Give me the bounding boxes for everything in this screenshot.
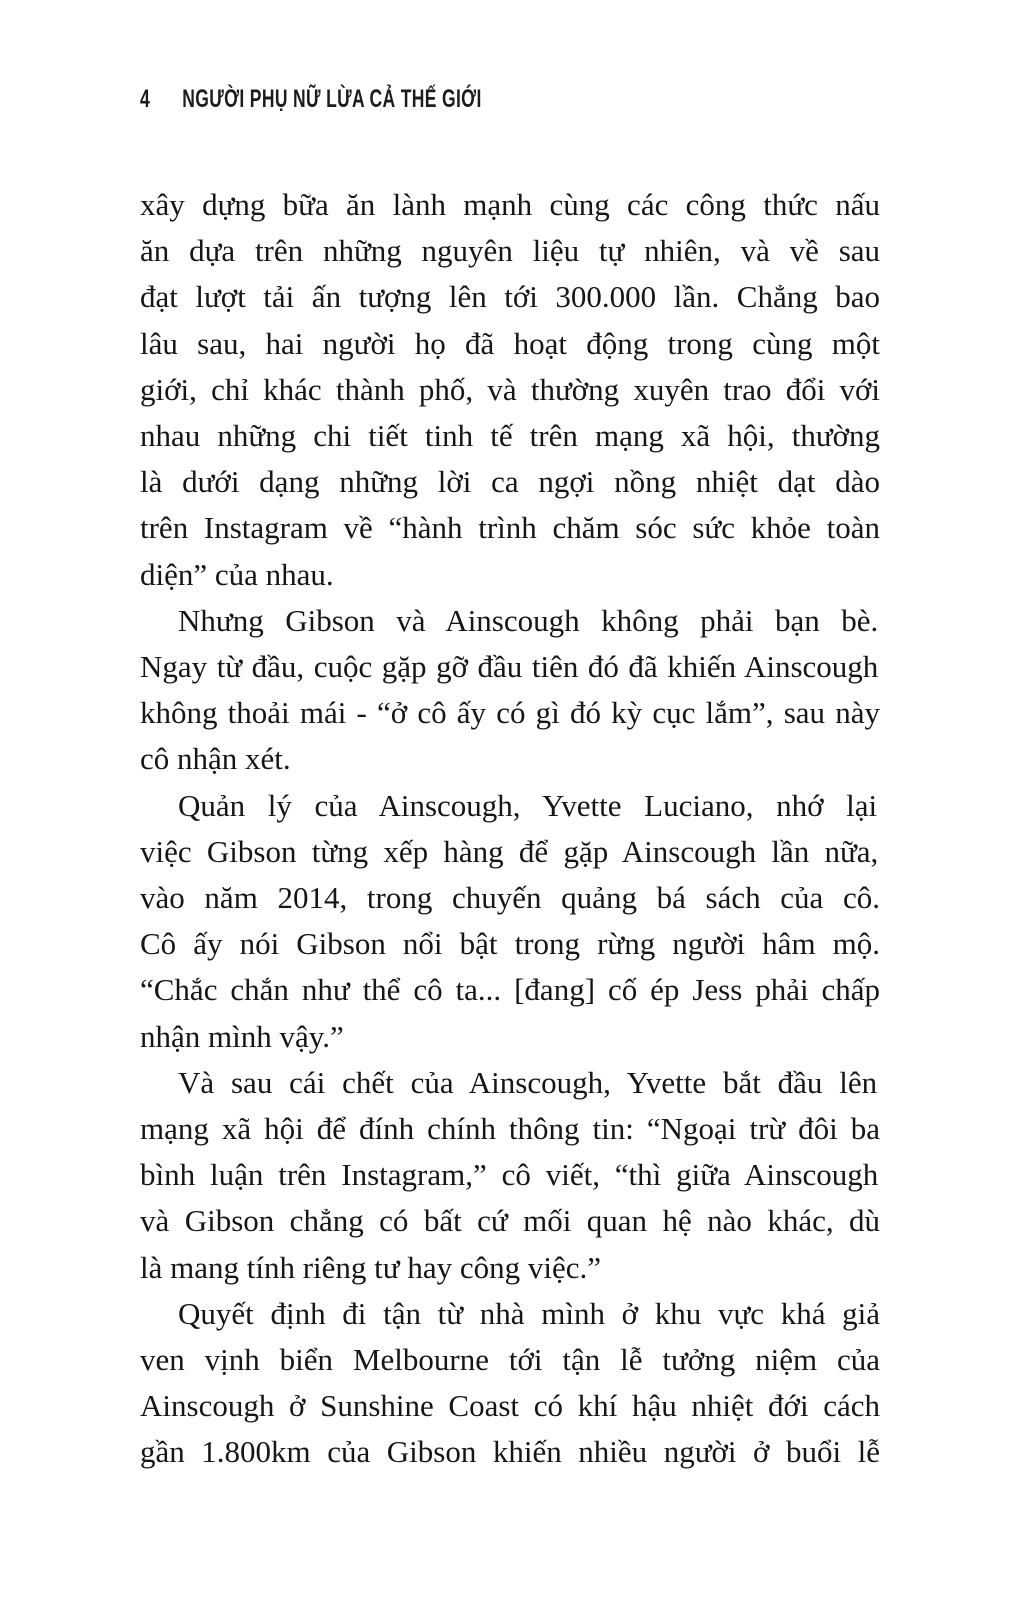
text-line: cô nhận xét. xyxy=(140,741,291,777)
text-line: mạng xã hội để đính chính thông tin: “Ngoại trừ đôi ba xyxy=(140,1111,880,1147)
text-line: là dưới dạng những lời ca ngợi nồng nhiệt dạt dào xyxy=(140,464,880,500)
running-header xyxy=(140,84,482,114)
page-number: 4 xyxy=(140,85,151,113)
text-line: việc Gibson từng xếp hàng để gặp Ainscough lần nữa, xyxy=(140,833,879,869)
text-line: lâu sau, hai người họ đã hoạt động trong cùng một xyxy=(140,325,880,361)
text-line: là mang tính riêng tư hay công việc.” xyxy=(140,1249,601,1285)
text-line: không thoải mái - “ở cô ấy có gì đó kỳ cục lắm”, sau này xyxy=(140,695,880,731)
text-line: vào năm 2014, trong chuyến quảng bá sách của cô. xyxy=(140,880,880,916)
text-line: giới, chỉ khác thành phố, và thường xuyên trao đổi với xyxy=(140,371,881,407)
page-body xyxy=(140,182,880,1476)
text-line: diện” của nhau. xyxy=(140,556,334,592)
text-line: trên Instagram về “hành trình chăm sóc sức khỏe toàn xyxy=(140,510,880,546)
text-line: Ngay từ đầu, cuộc gặp gỡ đầu tiên đó đã khiến Ainscough xyxy=(140,649,879,685)
text-line: “Chắc chắn như thể cô ta... [đang] cố ép Jess phải chấp xyxy=(140,972,881,1008)
text-line: xây dựng bữa ăn lành mạnh cùng các công thức nấu xyxy=(140,187,880,222)
running-head-title: NGƯỜI PHỤ NỮ LỪA CẢ THẾ GIỚI xyxy=(182,85,482,113)
text-line: ăn dựa trên những nguyên liệu tự nhiên, và về sau xyxy=(140,233,881,269)
text-line: gần 1.800km của Gibson khiến nhiều người ở buổi lễ xyxy=(140,1434,880,1470)
text-line: Và sau cái chết của Ainscough, Yvette bắt đầu lên xyxy=(178,1064,878,1100)
text-line: Quyết định đi tận từ nhà mình ở khu vực khá giả xyxy=(178,1295,881,1331)
text-line: nhận mình vậy.” xyxy=(140,1018,344,1054)
text-line: Ainscough ở Sunshine Coast có khí hậu nhiệt đới cách xyxy=(140,1388,881,1424)
text-line: đạt lượt tải ấn tượng lên tới 300.000 lần. Chẳng bao xyxy=(140,279,881,315)
text-line: nhau những chi tiết tinh tế trên mạng xã hội, thường xyxy=(140,418,881,454)
text-line: ven vịnh biển Melbourne tới tận lễ tưởng niệm của xyxy=(140,1342,881,1378)
text-line: Nhưng Gibson và Ainscough không phải bạn bè. xyxy=(178,602,879,638)
text-line: bình luận trên Instagram,” cô viết, “thì giữa Ainscough xyxy=(140,1157,879,1193)
text-line: và Gibson chẳng có bất cứ mối quan hệ nào khác, dù xyxy=(140,1203,881,1239)
text-line: Cô ấy nói Gibson nổi bật trong rừng người hâm mộ. xyxy=(140,926,881,962)
text-line: Quản lý của Ainscough, Yvette Luciano, nhớ lại xyxy=(178,787,878,823)
